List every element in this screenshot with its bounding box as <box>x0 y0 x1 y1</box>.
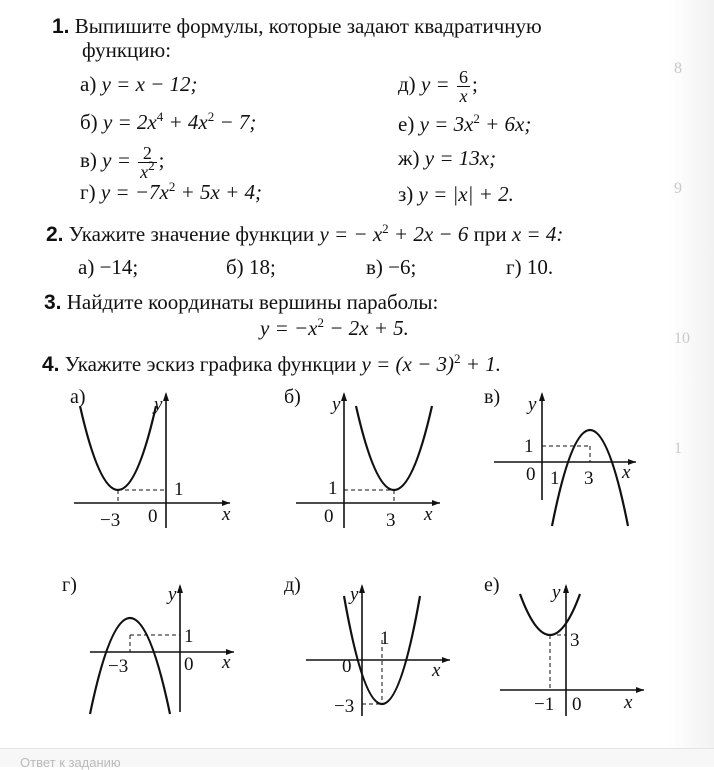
task1-item-z <box>398 182 514 206</box>
item-label: ж) <box>398 146 420 170</box>
y-axis-arrow <box>163 392 169 401</box>
fraction <box>457 68 470 105</box>
y-axis-arrow <box>177 584 183 593</box>
answer-value: 18; <box>248 255 276 279</box>
numerator: 6 <box>458 66 468 87</box>
graph-e <box>494 580 654 720</box>
formula-part: ; <box>471 72 478 96</box>
task4-text: Укажите эскиз графика функции <box>64 352 362 376</box>
x-axis-arrow <box>442 657 450 663</box>
y-axis-label: y <box>528 394 537 415</box>
answer-value: −14; <box>99 255 139 279</box>
exponent: 2 <box>382 221 389 236</box>
tick-label: −1 <box>534 694 555 715</box>
denominator <box>457 87 470 105</box>
formula-part: y = 3x <box>419 112 474 136</box>
task3-formula <box>260 316 409 340</box>
answer-value: −6; <box>388 255 417 279</box>
graph-v-label: в) <box>484 386 501 408</box>
formula-part: − 7; <box>214 110 257 134</box>
item-label: в) <box>80 148 97 172</box>
tick-label: 0 <box>184 654 194 675</box>
graph-d-label: д) <box>284 574 301 596</box>
task1-heading <box>52 14 542 39</box>
parabola <box>356 406 432 490</box>
formula-part: y = <box>102 148 131 172</box>
task2-text: при <box>468 222 512 246</box>
exponent: 4 <box>156 109 164 124</box>
parabola <box>520 594 580 635</box>
y-axis-arrow <box>341 392 347 401</box>
task4-heading <box>42 352 501 377</box>
tick-label: 1 <box>380 628 390 649</box>
answer-label: г) <box>506 255 522 279</box>
task3-number: 3. <box>44 291 62 314</box>
formula-part: + 2x − 6 <box>388 222 469 246</box>
denominator-base: x <box>459 85 468 106</box>
y-axis-arrow <box>359 584 365 593</box>
tick-label: 1 <box>524 436 534 457</box>
formula-part: + 1. <box>460 352 501 376</box>
formula-part: y = − x <box>319 222 383 246</box>
graph-v <box>488 388 648 538</box>
graph-g-label: г) <box>62 574 77 596</box>
task1-item-zh <box>398 146 496 170</box>
task2-heading <box>46 222 563 247</box>
task4-number: 4. <box>42 353 60 376</box>
tick-label: 0 <box>342 656 352 677</box>
task2-answer-v <box>366 255 416 279</box>
graph-g <box>84 580 244 720</box>
item-label: г) <box>80 180 96 204</box>
formula-part: + 6x; <box>479 112 532 136</box>
item-label: д) <box>398 72 416 96</box>
bleed-glyph: 9 <box>674 180 682 197</box>
graph-a-label: а) <box>70 386 86 408</box>
task1-item-g <box>80 180 262 204</box>
task1-item-e <box>398 112 531 136</box>
graph-d <box>300 580 460 720</box>
formula: y = |x| + 2. <box>418 182 514 206</box>
graph-b <box>290 388 450 538</box>
tick-label: 1 <box>184 626 194 647</box>
bottom-strip <box>0 748 714 770</box>
task1-item-v <box>80 140 165 181</box>
x-axis-label: x <box>432 660 441 681</box>
tick-label: 0 <box>572 694 582 715</box>
formula-part: y = <box>420 72 450 96</box>
exponent: 2 <box>317 315 324 330</box>
task1-item-a <box>80 72 198 96</box>
task2-answer-g <box>506 255 553 279</box>
task1-title: Выпишите формулы, которые задают квадратичную <box>74 14 542 38</box>
tick-label: −3 <box>108 656 129 677</box>
item-label: з) <box>398 182 414 206</box>
denominator-base: x <box>140 161 149 182</box>
footer-fragment: Ответ к заданию <box>20 755 121 770</box>
formula-part: y = −7x <box>100 180 169 204</box>
exponent: 2 <box>473 111 480 126</box>
graph-e-label: е) <box>484 574 500 596</box>
graph-a <box>70 388 240 538</box>
answer-label: а) <box>78 255 95 279</box>
formula-part: ; <box>158 148 165 172</box>
next-page-bleed <box>668 0 714 766</box>
item-label: а) <box>80 72 97 96</box>
task3-heading <box>44 290 438 315</box>
answer-label: б) <box>226 255 244 279</box>
tick-label: 1 <box>328 478 338 499</box>
bleed-glyph: 8 <box>674 60 682 77</box>
tick-label: 3 <box>386 510 396 531</box>
y-axis-label: y <box>350 584 359 605</box>
tick-label: 1 <box>174 479 184 500</box>
x-axis-label: x <box>222 652 231 673</box>
bleed-glyph: 1 <box>674 440 682 457</box>
task2-number: 2. <box>46 223 64 246</box>
exponent: 2 <box>454 351 461 366</box>
answer-value: 10. <box>526 255 554 279</box>
tick-label: 3 <box>584 468 594 489</box>
formula-part: + 4x <box>163 110 208 134</box>
tick-label: −3 <box>334 696 355 717</box>
tick-label: 0 <box>148 506 158 527</box>
task2-text: Укажите значение функции <box>68 222 320 246</box>
graph-b-label: б) <box>284 386 301 408</box>
formula-part: + 5x + 4; <box>175 180 262 204</box>
formula: y = x − 12; <box>101 72 198 96</box>
y-axis-label: y <box>332 394 341 415</box>
y-axis-label: y <box>154 394 163 415</box>
formula-part: − 2x + 5. <box>323 316 409 340</box>
denominator <box>138 157 157 182</box>
formula-part: y = 2x <box>102 110 157 134</box>
y-axis-label: y <box>168 584 177 605</box>
x-axis-label: x <box>424 504 433 525</box>
tick-label: −3 <box>100 510 121 531</box>
y-axis-arrow <box>539 392 545 401</box>
tick-label: 1 <box>550 468 560 489</box>
x-axis-arrow <box>636 687 644 693</box>
item-label: б) <box>80 110 98 134</box>
task2-answer-a <box>78 255 138 279</box>
x-axis-arrow <box>432 500 440 506</box>
exponent: 2 <box>168 179 176 194</box>
exponent: 2 <box>148 157 155 173</box>
tick-label: 0 <box>526 464 536 485</box>
task1-item-d <box>398 64 478 105</box>
y-axis-label: y <box>552 582 561 603</box>
task1-number: 1. <box>52 15 70 38</box>
parabola <box>80 406 156 490</box>
task3-text: Найдите координаты вершины параболы: <box>66 290 439 314</box>
y-axis-arrow <box>563 584 569 593</box>
bleed-glyph: 10 <box>674 330 690 347</box>
task2-answer-b <box>226 255 276 279</box>
x-axis-label: x <box>222 504 231 525</box>
x-axis-label: x <box>624 692 633 713</box>
formula-part: y = (x − 3) <box>361 352 455 376</box>
exponent: 2 <box>207 109 215 124</box>
condition: x = 4: <box>511 222 564 246</box>
formula: y = 13x; <box>424 146 497 170</box>
numerator: 2 <box>138 144 157 163</box>
task1-item-b <box>80 110 256 134</box>
answer-label: в) <box>366 255 383 279</box>
fraction <box>138 144 157 181</box>
task1-title-cont: функцию: <box>82 38 172 62</box>
item-label: е) <box>398 112 415 136</box>
parabola <box>90 618 170 714</box>
x-axis-label: x <box>622 462 631 483</box>
tick-label: 0 <box>324 506 334 527</box>
tick-label: 3 <box>570 630 580 651</box>
formula-part: y = −x <box>260 316 318 340</box>
